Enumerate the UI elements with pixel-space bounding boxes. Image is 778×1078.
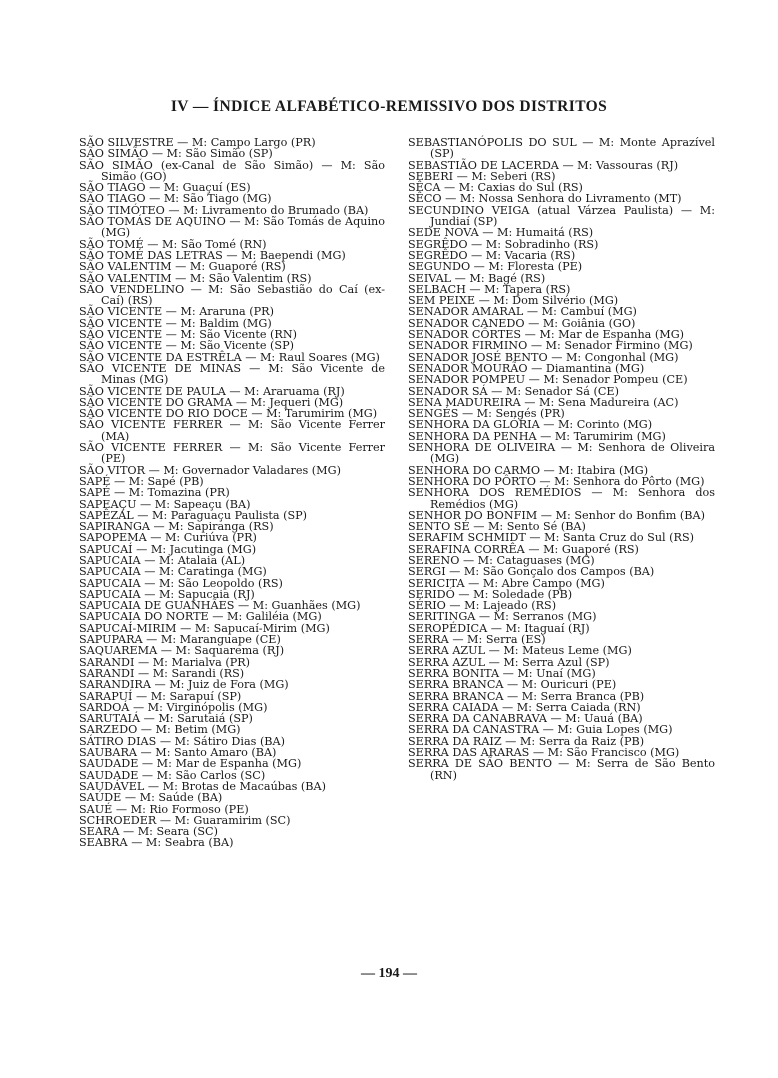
index-entry: SAQUAREMA — M: Saquarema (RJ) xyxy=(79,644,285,658)
index-entry: SERRA DA RAIZ — M: Serra da Raiz (PB) xyxy=(408,734,645,748)
index-entry: SÃO VALENTIM — M: Guaporé (RS) xyxy=(79,260,286,274)
index-entry: SÊCA — M: Caxias do Sul (RS) xyxy=(408,181,583,195)
index-entry: SÃO TOMÉ — M: São Tomé (RN) xyxy=(79,237,267,251)
index-entry: SARZEDO — M: Betim (MG) xyxy=(79,723,241,737)
index-entry: SENA MADUREIRA — M: Sena Madureira (AC) xyxy=(408,395,679,409)
index-entry: SÃO VICENTE FERRER — M: São Vicente Ferrer (PE) xyxy=(79,441,385,466)
index-entry: SÁTIRO DIAS — M: Sátiro Dias (BA) xyxy=(79,734,285,748)
index-entry: SENTO SÉ — M: Sento Sé (BA) xyxy=(408,520,586,534)
index-entry: SEGRÊDO — M: Sobradinho (RS) xyxy=(408,237,599,251)
index-entry: SÃO VICENTE DO GRAMA — M: Jequeri (MG) xyxy=(79,395,344,409)
index-entry: SERRA AZUL — M: Mateus Leme (MG) xyxy=(408,644,632,658)
index-entry: SÃO VICENTE FERRER — M: São Vicente Ferrer (MA) xyxy=(79,418,385,443)
index-entry: SENADOR CANEDO — M: Goiânia (GO) xyxy=(408,316,636,330)
right-column xyxy=(408,137,715,781)
index-entry: SENADOR FIRMINO — M: Senador Firmino (MG) xyxy=(408,339,693,353)
index-entry: SAPUCAIA — M: São Leopoldo (RS) xyxy=(79,576,283,590)
index-entry: SERIDÓ — M: Soledade (PB) xyxy=(408,587,573,601)
index-entry: SERRA DAS ARARAS — M: São Francisco (MG) xyxy=(408,746,680,760)
index-entry: SENHORA DOS REMÉDIOS — M: Senhora dos Remédios (MG) xyxy=(408,486,715,511)
index-entry: SEIVAL — M: Bagé (RS) xyxy=(408,271,546,285)
index-entry: SEBERI — M: Seberi (RS) xyxy=(408,169,556,183)
index-entry: SEDE NOVA — M: Humaitá (RS) xyxy=(408,226,594,240)
index-entry: SÃO VICENTE — M: Araruna (PR) xyxy=(79,305,274,319)
index-entry: SÃO VICENTE DA ESTRÊLA — M: Raul Soares (MG) xyxy=(79,350,380,364)
index-entry: SEROPÉDICA — M: Itaguaí (RJ) xyxy=(408,621,590,635)
index-entry: SÃO VENDELINO — M: São Sebastião do Caí (ex-Caí) (RS) xyxy=(79,282,385,308)
index-entry: SÃO VICENTE DE MINAS — M: São Vicente de Minas (MG) xyxy=(79,361,385,387)
index-entry: SAPOPEMA — M: Curiúva (PR) xyxy=(79,531,257,545)
index-entry: SENADOR MOURÃO — Diamantina (MG) xyxy=(408,361,645,375)
index-entry: SAPUCAIA — M: Sapucaia (RJ) xyxy=(79,587,255,601)
index-entry: SENHORA DO CARMO — M: Itabira (MG) xyxy=(408,463,649,477)
index-entry: SERRA DE SÃO BENTO — M: Serra de São Bento (RN) xyxy=(408,757,715,782)
index-entry: SERRA BRANCA — M: Serra Branca (PB) xyxy=(408,689,645,703)
index-entry: SAPEAÇU — M: Sapeaçu (BA) xyxy=(79,497,251,511)
index-entry: SÃO TIAGO — M: Guaçuí (ES) xyxy=(79,181,251,195)
index-entry: SÃO VICENTE DO RIO DOCE — M: Tarumirim (MG) xyxy=(79,407,378,421)
index-entry: SECUNDINO VEIGA (atual Várzea Paulista) — M: Jundiaí (SP) xyxy=(408,203,715,229)
index-entry: SÃO TIMÓTEO — M: Livramento do Brumado (BA) xyxy=(79,203,369,217)
index-entry: SÃO TOMÁS DE AQUINO — M: São Tomás de Aquino (MG) xyxy=(79,215,385,240)
index-entry: SAPIRANGA — M: Sapiranga (RS) xyxy=(79,520,274,534)
index-entry: SENADOR SÁ — M: Senador Sá (CE) xyxy=(408,384,619,398)
index-entry: SARAPUÍ — M: Sarapuí (SP) xyxy=(79,689,242,703)
index-entry: SENHOR DO BONFIM — M: Senhor do Bonfim (BA) xyxy=(408,508,705,522)
index-entry: SEABRA — M: Seabra (BA) xyxy=(79,836,234,850)
index-entry: SEARA — M: Seara (SC) xyxy=(79,825,218,839)
index-entry: SERRA BRANCA — M: Ouricuri (PE) xyxy=(408,678,617,692)
index-entry: SERAFIM SCHMIDT — M: Santa Cruz do Sul (RS) xyxy=(408,531,694,545)
index-entry: SÃO SIMÃO — M: São Simão (SP) xyxy=(79,147,273,161)
index-entry: SENHORA DA PENHA — M: Tarumirim (MG) xyxy=(408,429,666,443)
index-entry: SENHORA DA GLÓRIA — M: Corinto (MG) xyxy=(408,418,653,432)
index-entry: SEBASTIÃO DE LACERDA — M: Vassouras (RJ) xyxy=(408,158,679,172)
index-entry: SÊCO — M: Nossa Senhora do Livramento (MT) xyxy=(408,192,682,206)
index-entry: SEBASTIANÓPOLIS DO SUL — M: Monte Aprazível (SP) xyxy=(408,136,715,161)
index-entry: SELBACH — M: Tapera (RS) xyxy=(408,282,571,296)
index-entry: SAPUCAIA — M: Caratinga (MG) xyxy=(79,565,267,579)
index-entry: SERRA DA CANASTRA — M: Guia Lopes (MG) xyxy=(408,723,673,737)
index-entry: SERRA BONITA — M: Unaí (MG) xyxy=(408,666,596,680)
index-entry: SARANDI — M: Marialva (PR) xyxy=(79,655,251,669)
index-entry: SAPUCAÍ — M: Jacutinga (MG) xyxy=(79,542,257,556)
index-entry: SÃO VITOR — M: Governador Valadares (MG) xyxy=(79,463,341,477)
index-entry: SENADOR POMPEU — M: Senador Pompeu (CE) xyxy=(408,373,688,387)
index-entry: SARANDI — M: Sarandi (RS) xyxy=(79,666,245,680)
left-column xyxy=(79,137,385,849)
index-entry: SÃO VICENTE DE PAULA — M: Araruama (RJ) xyxy=(79,384,345,398)
index-entry: SÃO TIAGO — M: São Tiago (MG) xyxy=(79,192,272,206)
index-entry: SERITINGA — M: Serranos (MG) xyxy=(408,610,597,624)
index-entry: SÃO SILVESTRE — M: Campo Largo (PR) xyxy=(79,136,316,149)
index-entry: SEM PEIXE — M: Dom Silvério (MG) xyxy=(408,294,619,308)
index-entry: SÉRIO — M: Lajeado (RS) xyxy=(408,599,557,613)
index-entry: SAÚDE — M: Saúde (BA) xyxy=(79,791,223,805)
index-entry: SAPUCAIA DE GUANHÃES — M: Guanhães (MG) xyxy=(79,599,361,613)
index-entry: SAPÉ — M: Sapé (PB) xyxy=(79,474,204,488)
index-entry: SERRA CAIADA — M: Serra Caiada (RN) xyxy=(408,700,641,714)
index-entry: SERGI — M: São Gonçalo dos Campos (BA) xyxy=(408,565,655,579)
index-entry: SENADOR AMARAL — M: Cambuí (MG) xyxy=(408,305,637,319)
index-entry: SÃO VICENTE — M: São Vicente (SP) xyxy=(79,339,294,353)
index-entry: SARUTAIÁ — M: Sarutaiá (SP) xyxy=(79,712,253,726)
index-entry: SÃO VICENTE — M: Baldim (MG) xyxy=(79,316,272,330)
index-entry: SENHORA DO PÔRTO — M: Senhora do Pôrto (MG) xyxy=(408,474,705,488)
index-entry: SERICITA — M: Abre Campo (MG) xyxy=(408,576,605,590)
index-entry: SAPUPARA — M: Maranguape (CE) xyxy=(79,633,281,647)
index-entry: SERAFINA CORRÊA — M: Guaporé (RS) xyxy=(408,542,639,556)
page-number: — 194 — xyxy=(361,966,417,981)
index-entry: SAPÊZAL — M: Paraguaçu Paulista (SP) xyxy=(79,508,308,522)
index-entry: SENHORA DE OLIVEIRA — M: Senhora de Oliveira (MG) xyxy=(408,441,715,466)
index-entry: SÃO SIMÃO (ex-Canal de São Simão) — M: São Simão (GO) xyxy=(79,158,385,183)
index-entry: SERRA AZUL — M: Serra Azul (SP) xyxy=(408,655,610,669)
index-entry: SARDOÁ — M: Virginópolis (MG) xyxy=(79,700,268,714)
index-entry: SÃO VALENTIM — M: São Valentim (RS) xyxy=(79,271,312,285)
index-entry: SAPÉ — M: Tomazina (PR) xyxy=(79,486,230,500)
index-entry: SAPUCAIA — M: Atalaia (AL) xyxy=(79,553,246,567)
index-entry: SENGÉS — M: Sengés (PR) xyxy=(408,407,565,421)
index-entry: SENADOR JOSÉ BENTO — M: Congonhal (MG) xyxy=(408,350,679,364)
index-entry: SÃO TOMÉ DAS LETRAS — M: Baependi (MG) xyxy=(79,248,346,262)
index-entry: SAPUCAIA DO NORTE — M: Galiléia (MG) xyxy=(79,610,322,624)
index-entry: SAUDÁVEL — M: Brotas de Macaúbas (BA) xyxy=(79,779,326,793)
index-entry: SEGUNDO — M: Floresta (PE) xyxy=(408,260,583,274)
index-entry: SARANDIRA — M: Juiz de Fora (MG) xyxy=(79,678,289,692)
index-entry: SERRA DA CANABRAVA — M: Uauá (BA) xyxy=(408,712,643,726)
index-entry: SAPUCAÍ-MIRIM — M: Sapucaí-Mirim (MG) xyxy=(79,621,330,635)
index-entry: SERENO — M: Cataguases (MG) xyxy=(408,553,595,567)
index-entry: SAUDADE — M: Mar de Espanha (MG) xyxy=(79,757,302,771)
index-entry: SCHROEDER — M: Guaramirim (SC) xyxy=(79,813,291,827)
index-entry: SENADOR CÔRTES — M: Mar de Espanha (MG) xyxy=(408,328,685,342)
index-entry: SAUDADE — M: São Carlos (SC) xyxy=(79,768,266,782)
index-entry: SAUÉ — M: Rio Formoso (PE) xyxy=(79,802,249,816)
index-entry: SEGRÊDO — M: Vacaria (RS) xyxy=(408,248,576,262)
index-entry: SERRA — M: Serra (ES) xyxy=(408,633,546,647)
index-entry: SÃO VICENTE — M: São Vicente (RN) xyxy=(79,328,297,342)
index-entry: SAUBARA — M: Santo Amaro (BA) xyxy=(79,746,277,760)
page-title: IV — ÍNDICE ALFABÉTICO-REMISSIVO DOS DISTRITOS xyxy=(170,98,608,115)
